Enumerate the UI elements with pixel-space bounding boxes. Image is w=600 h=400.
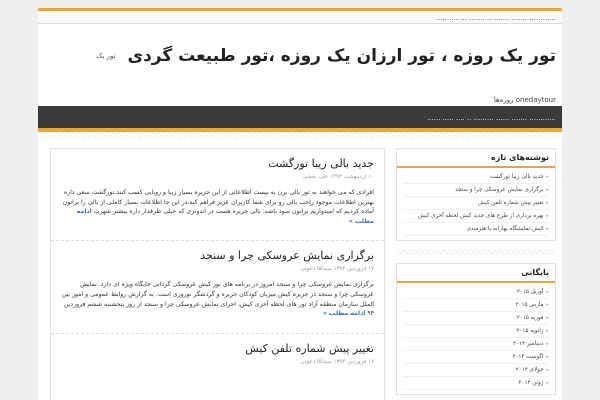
main-nav[interactable] bbox=[38, 106, 562, 132]
site-title-text: تور یک روزه ، تور ارزان یک روزه ،تور طبیعت گردی bbox=[127, 46, 556, 66]
post-meta: ۱۰ اردیبهشت ۱۳۹۴ علی بخشی bbox=[302, 174, 374, 180]
post-title[interactable]: تغییر پیش شماره تلفن کیش bbox=[245, 341, 374, 355]
post-item bbox=[51, 241, 384, 333]
post-excerpt-text: برگزاری نمایش عروسکی چرا و سنجد امروز در برنامه های تور کیش عروسکی گردانی جایگاه ویژه ای دارد. نمایش عروسکی چرا و سنجد در جزیره کیش میزبان کودکان جزیره و گردشگر نوروزی است. به گزارش روابط عمومی و امور بین الملل سازمان منطقه آزاد تور های لحظه آخری کیش، اجرای نمایش عروسکی چرا و سنجد از روز پنجشنبه ششم فروردین ۹۴ bbox=[61, 281, 374, 318]
post-list bbox=[50, 148, 385, 400]
page bbox=[38, 8, 562, 400]
post-title[interactable]: برگزاری نمایش عروسکی چرا و سنجد bbox=[200, 249, 374, 263]
recent-post-link[interactable]: ▸ تغییر پیش شماره تلفن کیش bbox=[403, 197, 549, 210]
nav-text[interactable]: ............ ....... ...... ......... .. .... ..... ...... bbox=[426, 114, 556, 122]
post-title[interactable]: جدید بالی زیبا تورگشت bbox=[268, 157, 374, 170]
post-item bbox=[51, 334, 384, 365]
recent-post-link[interactable]: ▸ بهره برداری از طرح های جدید کیش لحظه آخری کیش bbox=[403, 210, 549, 223]
top-bar bbox=[38, 8, 562, 24]
archive-link[interactable]: ▸ ژوئن ۲۰۱۴ bbox=[403, 377, 549, 390]
archive-link[interactable]: ▸ ژانویه ۲۰۱۵ bbox=[403, 325, 549, 338]
top-bar-text: ............ ....... ....... .. ....... ... .... ..... bbox=[435, 14, 556, 22]
recent-post-link[interactable]: ▸ جدید بالی زیبا تورگشت bbox=[403, 171, 549, 184]
recent-post-link[interactable]: ▸ کیش نمایشگاه بهارانه با هنرمندی bbox=[403, 223, 549, 236]
archive-link[interactable]: ▸ آوریل ۲۰۱۵ bbox=[403, 286, 549, 299]
sidebar bbox=[396, 148, 556, 400]
archive-link[interactable]: ▸ اگوست ۲۰۱۴ bbox=[403, 351, 549, 364]
recent-posts-widget bbox=[396, 148, 556, 241]
post-excerpt bbox=[61, 280, 374, 332]
archive-link[interactable]: ▸ فوریه ۲۰۱۵ bbox=[403, 312, 549, 325]
post-meta: ۱۷ فروردین ۱۳۹۴ سیدآقا دعوتی bbox=[300, 266, 374, 273]
post-excerpt bbox=[61, 188, 374, 240]
post-meta: ۱۷ فروردین ۱۳۹۴ سیدآقا دعوتی bbox=[300, 358, 374, 365]
archive-widget bbox=[396, 263, 556, 395]
site-title-tag: تور یک bbox=[96, 52, 116, 60]
site-header bbox=[38, 24, 562, 106]
widget-title: نوشته‌های تازه bbox=[397, 149, 555, 168]
divider-pattern bbox=[396, 249, 556, 255]
widget-title: بایگانی bbox=[397, 264, 555, 283]
recent-post-link[interactable]: ▸ برگزاری نمایش عروسکی چرا و سنجد bbox=[403, 184, 549, 197]
site-title[interactable] bbox=[96, 46, 556, 66]
site-description: onedaytour روزه‌ها bbox=[493, 96, 556, 104]
archive-link[interactable]: ▸ جولای ۲۰۱۴ bbox=[403, 364, 549, 377]
archive-link[interactable]: ▸ مارس ۲۰۱۵ bbox=[403, 299, 549, 312]
read-more-link[interactable]: ادامه مطلب » bbox=[76, 208, 374, 225]
post-excerpt-text: افرادی که می خواهند به تور بالی برن به بیست اطلاعاتی از این جزیره بسیار زیبا و رویایی کسب کنند.تورگشت سعی داره بهترین اطلاعات موجود راجب بالی رو برای شما کاربران عزیز فراهم کنه.در این جا اطلاعات بسیار کاملی از بالی را براتون آماده کردیم که امیدواریم براتون سود باشه: بالی جزیره هست در اندونزی که خیلی طرفدار داره بیشتر شهرت bbox=[62, 189, 374, 216]
archive-link[interactable]: ▸ دسامبر ۲۰۱۴ bbox=[403, 338, 549, 351]
read-more-link[interactable]: ادامه مطلب » bbox=[323, 310, 366, 318]
post-item bbox=[51, 149, 384, 241]
